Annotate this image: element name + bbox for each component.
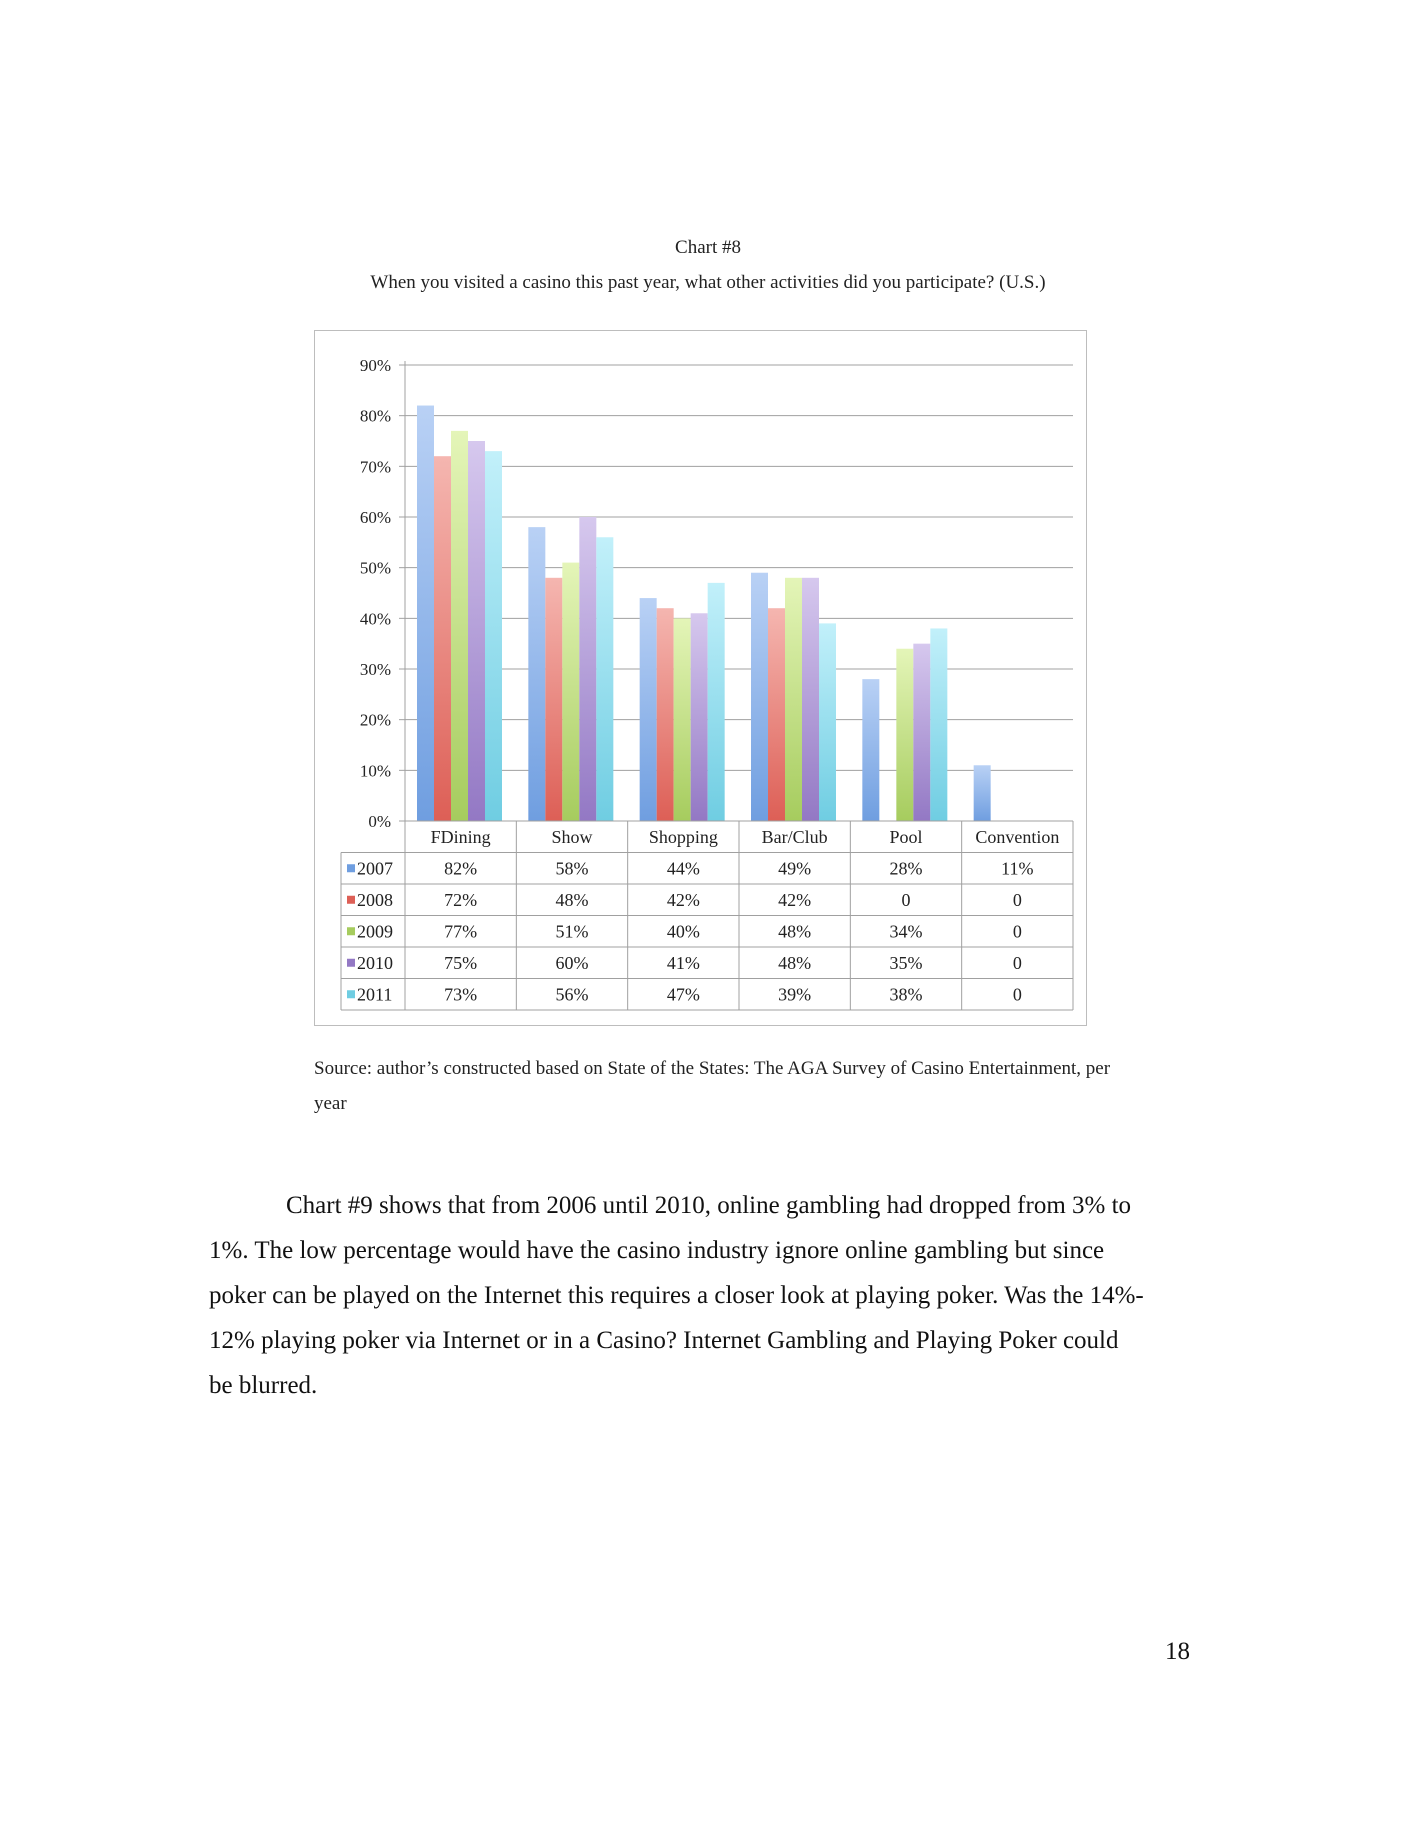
data-label: 34% [889,921,923,942]
data-label: 42% [666,889,700,910]
bar-2007-shopping [640,598,657,821]
data-label: 48% [555,889,589,910]
data-label: 73% [444,984,478,1005]
paragraph-line: be blurred. [209,1372,318,1399]
bar-chart [315,331,1086,1025]
legend-label-2010: 2010 [357,952,393,973]
category-label: Convention [975,826,1060,847]
category-label: FDining [430,826,491,847]
bar-2009-pool [896,649,913,821]
bar-2010-pool [913,644,930,821]
paragraph-line: 1%. The low percentage would have the casino industry ignore online gambling but since [209,1237,1105,1264]
data-label: 77% [444,921,478,942]
paragraph-line: Chart #9 shows that from 2006 until 2010, online gambling had dropped from 3% to [286,1192,1132,1219]
legend-swatch-2010 [347,959,355,967]
category-label: Shopping [648,826,718,847]
legend-label-2011: 2011 [357,984,393,1005]
page-number: 18 [1165,1638,1190,1665]
category-label: Pool [889,826,923,847]
data-label: 48% [778,952,812,973]
data-label: 40% [666,921,700,942]
bar-2009-barclub [785,578,802,821]
legend-label-2008: 2008 [357,889,393,910]
legend-label-2007: 2007 [357,858,393,879]
bar-2010-fdining [468,441,485,821]
legend-swatch-2007 [347,864,355,872]
bar-2007-barclub [751,573,768,821]
data-label: 11% [1001,858,1034,879]
bar-2009-fdining [451,431,468,821]
bar-2011-barclub [819,623,836,821]
data-label: 58% [555,858,589,879]
data-label: 0 [1012,984,1022,1005]
bar-2008-barclub [768,608,785,821]
source-note: Source: author’s constructed based on State of the States: The AGA Survey of Casino Entertainment, per year [314,1058,1111,1114]
data-label: 44% [666,858,700,879]
y-tick-label: 50% [359,558,391,578]
chart-frame [314,330,1087,1026]
data-label: 56% [555,984,589,1005]
bar-2008-show [545,578,562,821]
bar-2011-show [596,537,613,821]
data-label: 38% [889,984,923,1005]
data-label: 75% [444,952,478,973]
data-label: 0 [1012,921,1022,942]
paragraph-line: 12% playing poker via Internet or in a Casino? Internet Gambling and Playing Poker could [209,1327,1119,1354]
data-label: 28% [889,858,923,879]
y-tick-label: 0% [368,812,391,831]
bar-2010-barclub [802,578,819,821]
bar-2011-shopping [708,583,725,821]
category-label: Show [551,826,593,847]
data-label: 0 [901,889,911,910]
legend-label-2009: 2009 [357,921,393,942]
data-label: 47% [666,984,700,1005]
data-label: 41% [666,952,700,973]
y-tick-label: 60% [359,508,391,527]
data-label: 82% [444,858,478,879]
bar-2009-shopping [674,618,691,821]
legend-swatch-2008 [347,896,355,904]
legend-swatch-2009 [347,927,355,935]
data-label: 72% [444,889,478,910]
y-tick-label: 20% [359,710,391,730]
bar-2011-fdining [485,451,502,821]
data-label: 0 [1012,889,1022,910]
data-label: 60% [555,952,589,973]
data-label: 39% [778,984,812,1005]
chart-title: Chart #8 [675,237,741,258]
data-label: 35% [889,952,923,973]
data-label: 48% [778,921,812,942]
body-paragraph [209,1183,1209,1408]
bar-2007-pool [862,679,879,821]
data-label: 42% [778,889,812,910]
paragraph-line: poker can be played on the Internet this requires a closer look at playing poker. Was the 14%- [209,1282,1144,1309]
y-tick-label: 80% [359,406,391,426]
y-tick-label: 70% [359,457,391,477]
bar-2007-fdining [417,406,434,821]
chart-subtitle: When you visited a casino this past year, what other activities did you participate? (U.S.) [370,272,1046,293]
y-tick-label: 30% [359,660,391,679]
y-tick-label: 10% [359,761,391,781]
data-label: 0 [1012,952,1022,973]
data-label: 49% [778,858,812,879]
y-tick-label: 90% [359,356,391,375]
bar-2011-pool [930,628,947,821]
bar-2009-show [562,563,579,821]
bar-2010-shopping [691,613,708,821]
y-tick-label: 40% [359,609,391,629]
bar-2008-shopping [657,608,674,821]
category-label: Bar/Club [761,826,828,847]
bar-2010-show [579,517,596,821]
bar-2008-fdining [434,456,451,821]
data-label: 51% [555,921,589,942]
legend-swatch-2011 [347,990,355,998]
bar-2007-convention [974,765,991,821]
bar-2007-show [528,527,545,821]
